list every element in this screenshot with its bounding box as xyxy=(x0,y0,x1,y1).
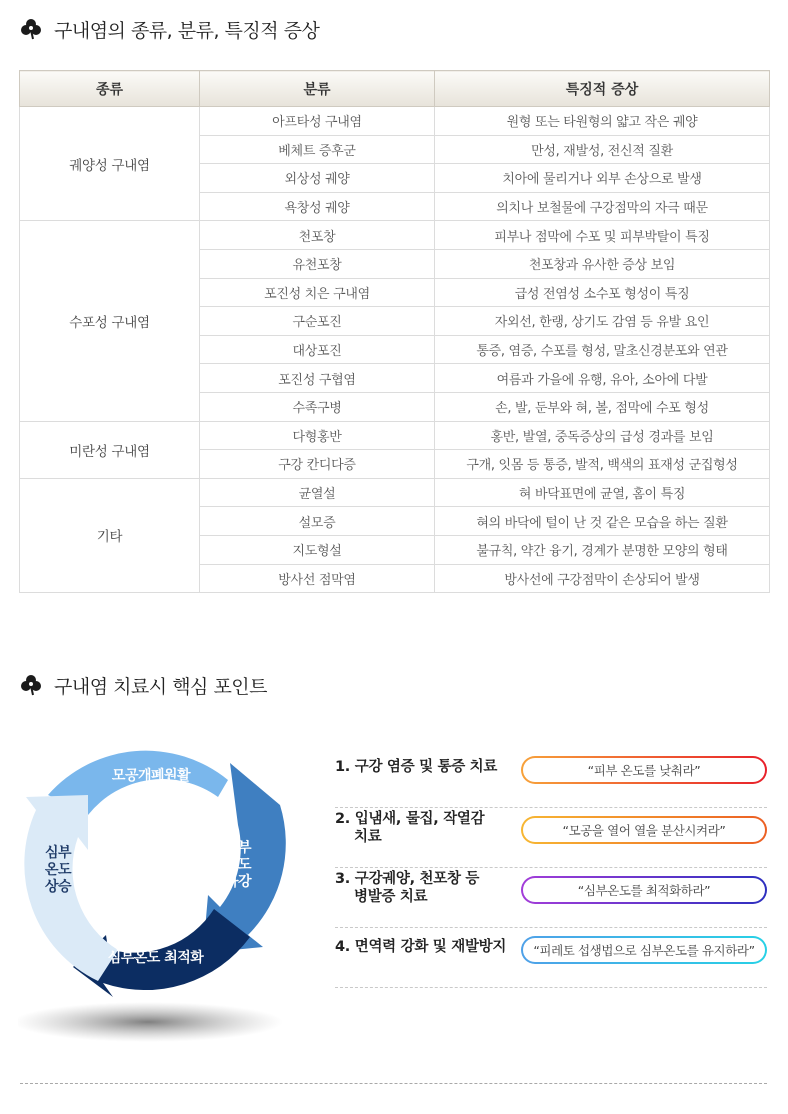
treatment-points-list xyxy=(335,748,767,988)
slogan-text: “모공을 열어 열을 분산시켜라” xyxy=(523,818,765,842)
cell-symptom: 구개, 잇몸 등 통증, 발적, 백색의 표재성 군집형성 xyxy=(435,450,770,479)
cycle-label-right-line: 피부 xyxy=(224,840,252,856)
cycle-label-right-line: 하강 xyxy=(224,874,252,890)
cell-classification: 욕창성 궤양 xyxy=(200,192,435,221)
slogan-pill xyxy=(521,876,767,904)
treatment-point xyxy=(335,748,767,808)
cell-category: 미란성 구내염 xyxy=(20,421,200,478)
treatment-point xyxy=(335,808,767,868)
treatment-point-label xyxy=(335,870,479,906)
cell-category: 기타 xyxy=(20,478,200,592)
cycle-label-left xyxy=(38,845,78,896)
cell-symptom: 원형 또는 타원형의 얇고 작은 궤양 xyxy=(435,107,770,136)
cell-symptom: 피부나 점막에 수포 및 피부박탈이 특징 xyxy=(435,221,770,250)
cell-classification: 대상포진 xyxy=(200,335,435,364)
cell-classification: 외상성 궤양 xyxy=(200,164,435,193)
cell-symptom: 손, 발, 둔부와 혀, 볼, 점막에 수포 형성 xyxy=(435,392,770,421)
section-title-treatment xyxy=(20,671,267,699)
header-classification: 분류 xyxy=(200,71,435,107)
section-title-text: 구내염 치료시 핵심 포인트 xyxy=(54,675,268,698)
table-header-row xyxy=(20,71,770,107)
cell-classification: 다형홍반 xyxy=(200,421,435,450)
header-symptom: 특징적 증상 xyxy=(435,71,770,107)
cell-symptom: 혀 바닥표면에 균열, 홈이 특징 xyxy=(435,478,770,507)
slogan-pill xyxy=(521,756,767,784)
cell-classification: 구순포진 xyxy=(200,307,435,336)
cell-symptom: 여름과 가을에 유행, 유아, 소아에 다발 xyxy=(435,364,770,393)
cycle-label-top: 모공개폐원활 xyxy=(111,768,191,784)
treatment-point-label-line: 병발증 치료 xyxy=(335,889,428,905)
clover-icon xyxy=(20,674,42,696)
cycle-label-left-line: 온도 xyxy=(44,862,72,878)
cell-symptom: 자외선, 한랭, 상기도 감염 등 유발 요인 xyxy=(435,307,770,336)
cell-symptom: 홍반, 발열, 중독증상의 급성 경과를 보임 xyxy=(435,421,770,450)
treatment-point xyxy=(335,868,767,928)
treatment-cycle-diagram xyxy=(18,735,298,1045)
treatment-point-label xyxy=(335,810,484,846)
cycle-label-right xyxy=(218,840,258,891)
treatment-point-label xyxy=(335,938,506,956)
cell-classification: 방사선 점막염 xyxy=(200,564,435,593)
cell-classification: 천포창 xyxy=(200,221,435,250)
clover-icon xyxy=(20,18,42,40)
cell-classification: 지도형설 xyxy=(200,535,435,564)
treatment-point-label-line: 2. 입냄새, 물집, 작열감 xyxy=(335,811,485,827)
cell-classification: 설모증 xyxy=(200,507,435,536)
cell-symptom: 통증, 염증, 수포를 형성, 말초신경분포와 연관 xyxy=(435,335,770,364)
section-title-types xyxy=(20,15,319,43)
cell-symptom: 혀의 바닥에 털이 난 것 같은 모습을 하는 질환 xyxy=(435,507,770,536)
cell-category: 수포성 구내염 xyxy=(20,221,200,421)
section-title-text: 구내염의 종류, 분류, 특징적 증상 xyxy=(54,19,320,42)
cell-symptom: 천포창과 유사한 증상 보임 xyxy=(435,249,770,278)
cell-classification: 균열설 xyxy=(200,478,435,507)
treatment-point-label-line: 3. 구강궤양, 천포창 등 xyxy=(335,871,480,887)
cell-symptom: 급성 전염성 소수포 형성이 특징 xyxy=(435,278,770,307)
treatment-point xyxy=(335,928,767,988)
cell-classification: 베체트 증후군 xyxy=(200,135,435,164)
slogan-text: “피부 온도를 낮춰라” xyxy=(523,758,765,782)
header-type: 종류 xyxy=(20,71,200,107)
cycle-label-left-line: 상승 xyxy=(44,879,72,895)
treatment-point-label-line: 1. 구강 염증 및 통증 치료 xyxy=(335,759,498,775)
cell-classification: 포진성 치은 구내염 xyxy=(200,278,435,307)
bottom-divider xyxy=(20,1083,767,1084)
stomatitis-types-table xyxy=(19,70,770,593)
cell-classification: 아프타성 구내염 xyxy=(200,107,435,136)
slogan-pill xyxy=(521,816,767,844)
treatment-point-label xyxy=(335,758,497,776)
cell-symptom: 불규칙, 약간 융기, 경계가 분명한 모양의 형태 xyxy=(435,535,770,564)
table-row xyxy=(20,107,770,136)
table-row xyxy=(20,221,770,250)
cell-classification: 유천포창 xyxy=(200,249,435,278)
cycle-label-bottom: 심부온도 최적화 xyxy=(107,950,204,966)
cycle-shadow xyxy=(18,1002,283,1042)
cell-classification: 구강 칸디다증 xyxy=(200,450,435,479)
cell-symptom: 만성, 재발성, 전신적 질환 xyxy=(435,135,770,164)
treatment-point-label-line: 4. 면역력 강화 및 재발방지 xyxy=(335,939,507,955)
cell-classification: 수족구병 xyxy=(200,392,435,421)
cell-symptom: 방사선에 구강점막이 손상되어 발생 xyxy=(435,564,770,593)
slogan-text: “심부온도를 최적화하라” xyxy=(523,878,765,902)
table-row xyxy=(20,421,770,450)
slogan-pill xyxy=(521,936,767,964)
cycle-label-right-line: 온도 xyxy=(224,857,252,873)
cell-category: 궤양성 구내염 xyxy=(20,107,200,221)
cell-classification: 포진성 구협염 xyxy=(200,364,435,393)
treatment-point-label-line: 치료 xyxy=(335,829,382,845)
table-row xyxy=(20,478,770,507)
slogan-text: “피레토 섭생법으로 심부온도를 유지하라” xyxy=(523,938,765,962)
cell-symptom: 의치나 보철물에 구강점막의 자극 때문 xyxy=(435,192,770,221)
cycle-label-left-line: 심부 xyxy=(44,845,72,861)
cell-symptom: 치아에 물리거나 외부 손상으로 발생 xyxy=(435,164,770,193)
